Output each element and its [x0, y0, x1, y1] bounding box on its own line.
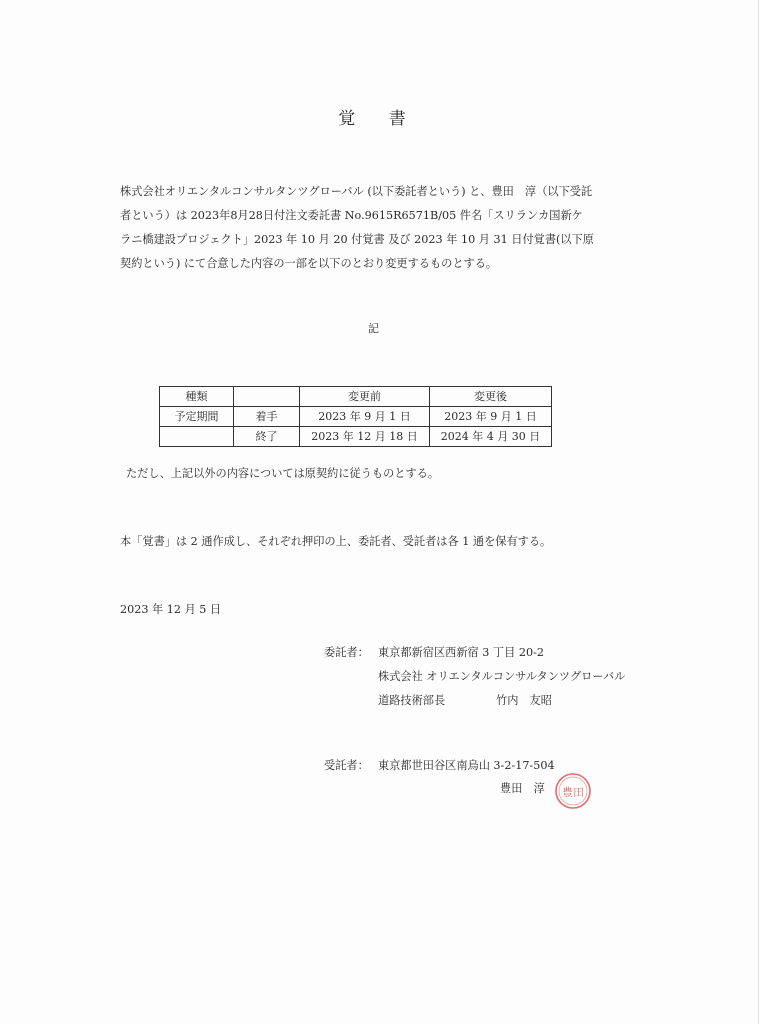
contractor-name: 豊田 淳 [500, 782, 545, 795]
header-cell [234, 387, 300, 407]
proviso-text: ただし、上記以外の内容については原契約に従うものとする。 [126, 467, 440, 480]
table-row [160, 427, 552, 447]
preamble-line: 者という）は 2023年8月28日付注文委託書 No.9615R6571B/05 件名「スリランカ国新ケ [120, 209, 583, 222]
table-cell-item: 着手 [234, 407, 300, 427]
table-cell-after: 2023 年 9 月 1 日 [430, 407, 552, 427]
table-cell-item: 終了 [234, 427, 300, 447]
seal-stamp-icon [553, 771, 593, 811]
header-cell: 種類 [160, 387, 234, 407]
table-cell-after: 2024 年 4 月 30 日 [430, 427, 552, 447]
contractor-address: 東京都世田谷区南烏山 3-2-17-504 [378, 759, 555, 772]
table-cell-category [160, 427, 234, 447]
document-title: 覚 書 [338, 109, 420, 129]
amendment-table [159, 386, 552, 447]
preamble-line: 契約という) にて合意した内容の一部を以下のとおり変更するものとする。 [120, 257, 498, 270]
client-position: 道路技術部長 [378, 694, 446, 707]
table-cell-before: 2023 年 9 月 1 日 [300, 407, 430, 427]
client-address: 東京都新宿区西新宿 3 丁目 20-2 [378, 646, 544, 659]
table-cell-before: 2023 年 12 月 18 日 [300, 427, 430, 447]
preamble-line: ラニ橋建設プロジェクト」2023 年 10 月 20 付覚書 及び 2023 年 10 月 31 日付覚書(以下原 [120, 233, 594, 246]
copies-text: 本「覚書」は 2 通作成し、それぞれ押印の上、委託者、受託者は各 1 通を保有する。 [120, 535, 552, 548]
ki-heading: 記 [368, 322, 379, 335]
seal-stamp-text: 豊田 [562, 786, 584, 799]
client-label: 委託者： [324, 646, 369, 659]
preamble-line: 株式会社オリエンタルコンサルタンツグローバル (以下委託者という) と、豊田 淳（以下受託 [120, 185, 593, 198]
table-cell-category: 予定期間 [160, 407, 234, 427]
header-cell: 変更後 [430, 387, 552, 407]
contractor-label: 受託者： [324, 759, 369, 772]
preamble-paragraph [120, 180, 660, 276]
table-header-row [160, 387, 552, 407]
client-company: 株式会社 オリエンタルコンサルタンツグローバル [378, 670, 626, 683]
client-name: 竹内 友昭 [496, 694, 552, 707]
table-row [160, 407, 552, 427]
header-cell: 変更前 [300, 387, 430, 407]
document-date: 2023 年 12 月 5 日 [120, 603, 222, 616]
